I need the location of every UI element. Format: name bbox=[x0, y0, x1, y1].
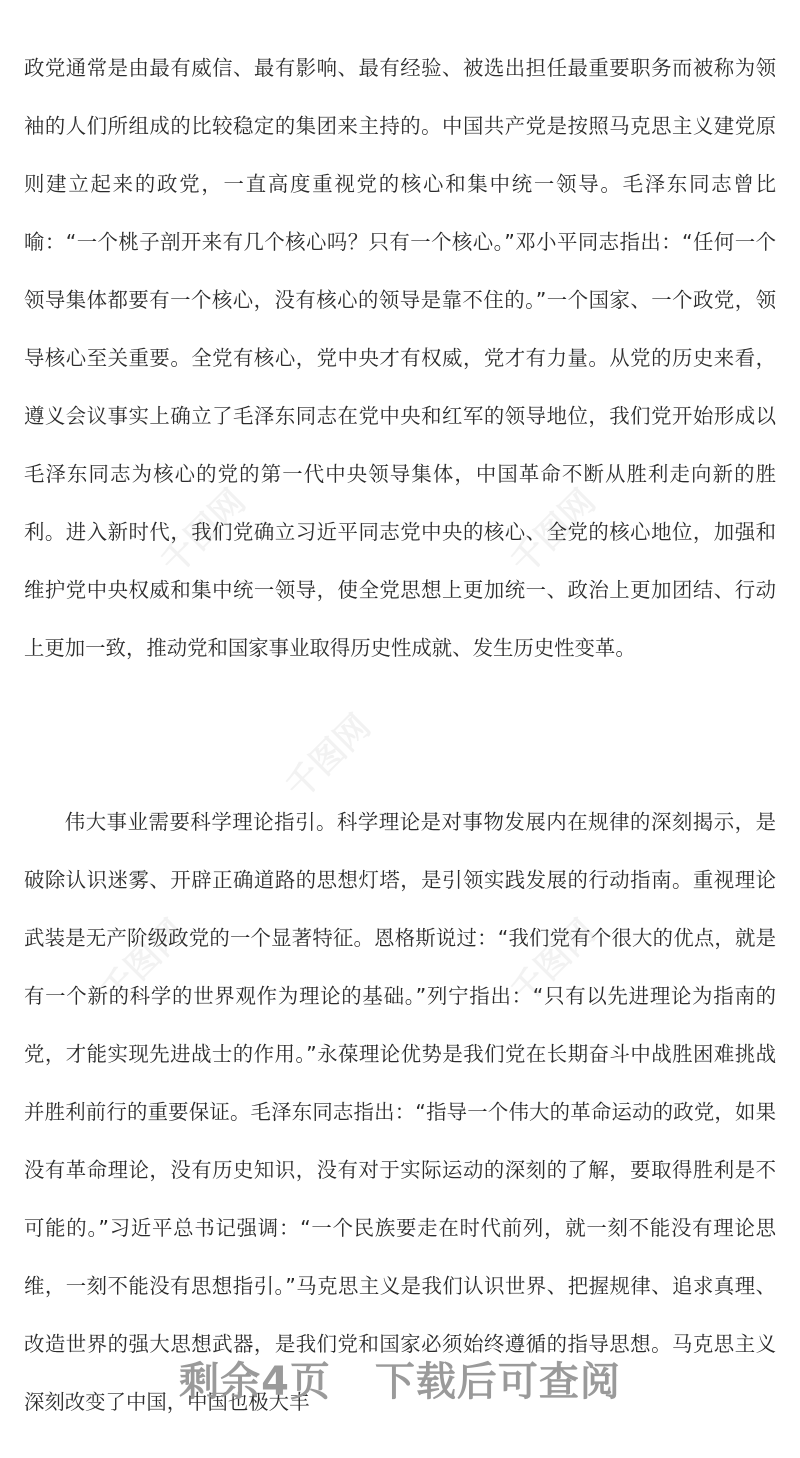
paragraph-spacer bbox=[24, 677, 776, 735]
watermark: 千图网 bbox=[503, 911, 604, 1013]
watermark: 千图网 bbox=[278, 706, 379, 808]
paragraph-spacer bbox=[24, 735, 776, 793]
watermark: 千图网 bbox=[93, 911, 194, 1013]
watermark: 千图网 bbox=[153, 481, 254, 583]
download-hint-label: 下载后可查阅 bbox=[374, 1359, 621, 1405]
document-body bbox=[24, 39, 776, 1431]
remaining-pages-banner[interactable] bbox=[0, 1350, 800, 1407]
paragraph-1: 政党通常是由最有威信、最有影响、最有经验、被选出担任最重要职务而被称为领袖的人们所组成的比较稳定的集团来主持的。中国共产党是按照马克思主义建党原则建立起来的政党，一直高度重视党的核心和集中统一领导。毛泽东同志曾比喻：“一个桃子剖开来有几个核心吗？只有一个核心。”邓小平同志指出：“任何一个领导集体都要有一个核心，没有核心的领导是靠不住的。”一个国家、一个政党，领导核心至关重要。全党有核心，党中央才有权威，党才有力量。从党的历史来看，遵义会议事实上确立了毛泽东同志在党中央和红军的领导地位，我们党开始形成以毛泽东同志为核心的党的第一代中央领导集体，中国革命不断从胜利走向新的胜利。进入新时代，我们党确立习近平同志党中央的核心、全党的核心地位，加强和维护党中央权威和集中统一领导，使全党思想上更加统一、政治上更加团结、行动上更加一致，推动党和国家事业取得历史性成就、发生历史性变革。 bbox=[24, 56, 776, 660]
pages-left-label: 剩余4页 bbox=[179, 1359, 331, 1405]
paragraph-2: 伟大事业需要科学理论指引。科学理论是对事物发展内在规律的深刻揭示，是破除认识迷雾、开辟正确道路的思想灯塔，是引领实践发展的行动指南。重视理论武装是无产阶级政党的一个显著特征。恩格斯说过：“我们党有个很大的优点，就是有一个新的科学的世界观作为理论的基础。”列宁指出：“只有以先进理论为指南的党，才能实现先进战士的作用。”永葆理论优势是我们党在长期奋斗中战胜困难挑战并胜利前行的重要保证。毛泽东同志指出：“指导一个伟大的革命运动的政党，如果没有革命理论，没有历史知识，没有对于实际运动的深刻的了解，要取得胜利是不可能的。”习近平总书记强调：“一个民族要走在时代前列，就一刻不能没有理论思维，一刻不能没有思想指引。”马克思主义是我们认识世界、把握规律、追求真理、改造世界的强大思想武器，是我们党和国家必须始终遵循的指导思想。马克思主义深刻改变了中国，中国也极大丰 bbox=[24, 810, 776, 1414]
watermark: 千图网 bbox=[503, 481, 604, 583]
